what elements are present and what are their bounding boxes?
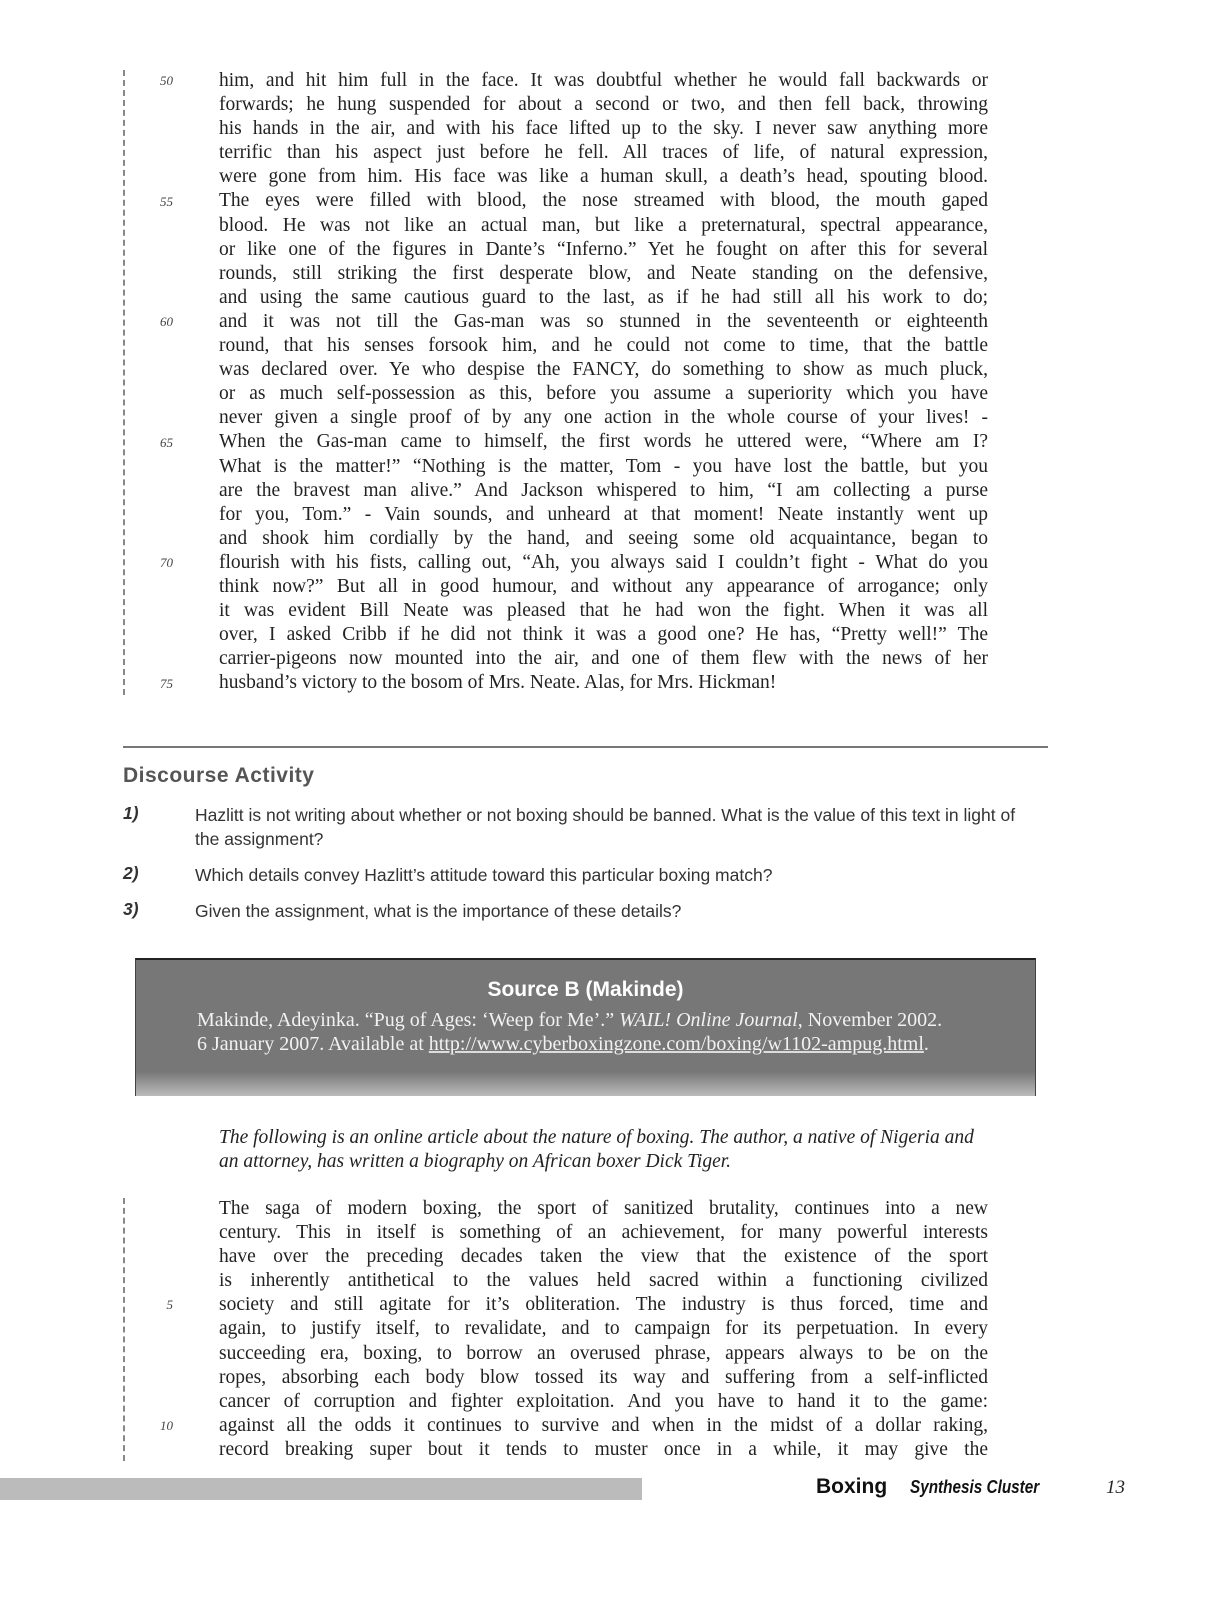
line-number: 60	[160, 314, 173, 329]
question-number: 1)	[123, 803, 139, 823]
text-line: cancer of corruption and fighter exploitation. And you have to hand it to the game:	[219, 1390, 988, 1412]
text-line: terrific than his aspect just before he fell. All traces of life, of natural expression,	[219, 142, 988, 164]
page-number: 13	[1106, 1477, 1125, 1498]
text-line: husband’s victory to the bosom of Mrs. Neate. Alas, for Mrs. Hickman!	[219, 672, 777, 694]
question-number: 2)	[123, 863, 139, 883]
text-line: succeeding era, boxing, to borrow an overused phrase, appears always to be on the	[219, 1342, 988, 1364]
citation-text: , November 2002. 6 January 2007. Available at	[197, 1009, 943, 1055]
line-number: 55	[160, 193, 173, 209]
text-line: was declared over. Ye who despise the FANCY, do something to show as much pluck,	[219, 359, 988, 381]
question-text: Given the assignment, what is the importance of these details?	[195, 901, 682, 921]
text-line: or like one of the figures in Dante’s “Inferno.” Yet he fought on after this for several	[219, 238, 988, 260]
text-line: him, and hit him full in the face. It was doubtful whether he would fall backwards or	[219, 70, 988, 91]
text-line: century. This in itself is something of an achievement, for many powerful interests	[219, 1222, 988, 1244]
passage-hazlitt	[160, 69, 988, 695]
question-text: Hazlitt is not writing about whether or not boxing should be banned. What is the value of this text in light of the assignment?	[195, 805, 1016, 849]
text-line: over, I asked Cribb if he did not think it was a good one? He has, “Pretty well!” The	[219, 624, 988, 646]
text-line: and shook him cordially by the hand, and seeing some old acquaintance, began to	[219, 527, 988, 549]
text-line: ropes, absorbing each body blow tossed its way and suffering from a self-inflicted	[219, 1366, 988, 1388]
source-citation	[197, 1008, 957, 1056]
line-number: 50	[160, 73, 173, 88]
source-intro: The following is an online article about the nature of boxing. The author, a native of Nigeria and an attorney, has written a biography on African boxer Dick Tiger.	[219, 1127, 974, 1172]
text-line: his hands in the air, and with his face lifted up to the sky. I never saw anything more	[219, 118, 988, 140]
text-line: round, that his senses forsook him, and he could not come to time, that the battle	[219, 335, 988, 357]
section-divider	[123, 746, 1048, 748]
text-line: What is the matter!” “Nothing is the matter, Tom - you have lost the battle, but you	[219, 455, 988, 477]
line-number: 10	[160, 1417, 173, 1433]
text-line: never given a single proof of by any one action in the whole course of your lives! -	[219, 407, 988, 429]
line-margin-bar	[123, 1198, 125, 1461]
text-line: carrier-pigeons now mounted into the air, and one of them flew with the news of her	[219, 648, 988, 670]
text-line: forwards; he hung suspended for about a second or two, and then fell back, throwing	[219, 94, 988, 116]
text-line: for you, Tom.” - Vain sounds, and unheard at that moment! Neate instantly went up	[219, 503, 988, 525]
text-line: again, to justify itself, to revalidate, and to campaign for its perpetuation. In every	[219, 1318, 988, 1340]
text-line: society and still agitate for it’s obliteration. The industry is thus forced, time and	[219, 1294, 988, 1316]
footer-subject: Boxing	[816, 1475, 888, 1498]
citation-text: Makinde, Adeyinka. “Pug of Ages: ‘Weep for Me’.”	[197, 1009, 620, 1031]
line-margin-bar	[123, 70, 125, 695]
text-line: have over the preceding decades taken the view that the existence of the sport	[219, 1246, 988, 1268]
line-number: 70	[160, 555, 173, 570]
line-number: 65	[160, 434, 173, 450]
citation-url-link[interactable]: http://www.cyberboxingzone.com/boxing/w1102-ampug.html	[428, 1033, 924, 1055]
text-line: rounds, still striking the first desperate blow, and Neate standing on the defensive,	[219, 262, 988, 284]
source-title: Source B (Makinde)	[487, 978, 684, 1001]
text-line: think now?” But all in good humour, and without any appearance of arrogance; only	[219, 575, 988, 597]
text-line: it was evident Bill Neate was pleased that he had won the fight. When it was all	[219, 600, 988, 622]
text-line: were gone from him. His face was like a human skull, a death’s head, spouting blood.	[219, 166, 988, 188]
passage-makinde	[160, 1197, 988, 1462]
question-item	[123, 899, 1033, 923]
line-number: 75	[160, 675, 173, 691]
text-line: flourish with his fists, calling out, “Ah, you always said I couldn’t fight - What do you	[219, 551, 988, 573]
text-line: blood. He was not like an actual man, but like a preternatural, spectral appearance,	[219, 214, 988, 236]
line-number: 5	[166, 1297, 173, 1313]
question-number: 3)	[123, 899, 139, 919]
text-line: against all the odds it continues to survive and when in the midst of a dollar raking,	[219, 1414, 988, 1436]
citation-text: .	[923, 1033, 929, 1055]
discourse-heading: Discourse Activity	[123, 764, 315, 787]
question-text: Which details convey Hazlitt’s attitude toward this particular boxing match?	[195, 865, 773, 885]
text-line: and it was not till the Gas-man was so stunned in the seventeenth or eighteenth	[219, 310, 988, 332]
text-line: or as much self-possession as this, before you assume a superiority which you have	[219, 383, 988, 405]
footer-section: Synthesis Cluster	[910, 1477, 1040, 1497]
text-line: is inherently antithetical to the values held sacred within a functioning civilized	[219, 1270, 988, 1292]
text-line: and using the same cautious guard to the last, as if he had still all his work to do;	[219, 286, 988, 308]
question-item	[123, 863, 1033, 887]
text-line: The saga of modern boxing, the sport of sanitized brutality, continues into a new	[219, 1198, 988, 1219]
footer-bar	[0, 1478, 642, 1500]
question-item	[123, 803, 1033, 851]
text-line: The eyes were filled with blood, the nose streamed with blood, the mouth gaped	[219, 190, 988, 212]
source-box	[135, 958, 1036, 1096]
citation-journal: WAIL! Online Journal	[619, 1009, 798, 1031]
text-line: When the Gas-man came to himself, the first words he uttered were, “Where am I?	[219, 431, 988, 453]
text-line: record breaking super bout it tends to muster once in a while, it may give the	[219, 1438, 988, 1460]
text-line: are the bravest man alive.” And Jackson whispered to him, “I am collecting a purse	[219, 479, 988, 501]
